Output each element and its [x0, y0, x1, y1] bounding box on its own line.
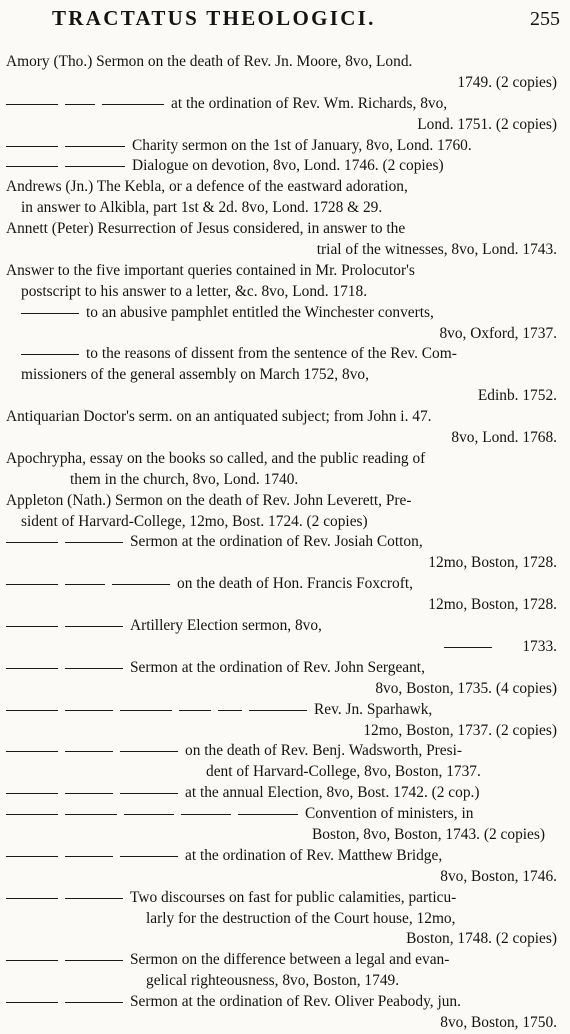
- entry-line: [6, 282, 559, 303]
- entry-text: 12mo, Boston, 1737. (2 copies): [363, 721, 557, 739]
- entry-line: [6, 365, 559, 386]
- catalog-entry: [6, 219, 559, 261]
- entry-line: [6, 261, 559, 282]
- entry-line: [6, 177, 559, 198]
- entry-line: [6, 574, 559, 595]
- entry-text: larly for the destruction of the Court house, 12mo,: [146, 909, 456, 927]
- catalog-entry: [6, 804, 559, 846]
- entry-line: [6, 679, 559, 700]
- ditto-rule: [65, 710, 113, 711]
- ditto-rule: [238, 814, 298, 815]
- ditto-rule: [102, 104, 164, 105]
- entry-line: [6, 741, 559, 762]
- entry-text: on the death of Hon. Francis Foxcroft,: [177, 575, 413, 593]
- catalog-entry: [6, 532, 559, 574]
- catalog-entry: [6, 616, 559, 658]
- entry-text: Apochrypha, essay on the books so called, and the public reading of: [6, 449, 426, 467]
- entry-line: [6, 324, 559, 345]
- catalog-entry: [6, 741, 559, 783]
- entry-text: Boston, 8vo, Boston, 1743. (2 copies): [312, 825, 545, 843]
- entry-text: 12mo, Boston, 1728.: [428, 596, 557, 614]
- ditto-rule: [6, 710, 58, 711]
- ditto-rule: [179, 710, 211, 711]
- entry-line: [6, 950, 559, 971]
- catalog-entry: [6, 658, 559, 700]
- entry-text: postscript to his answer to a letter, &c. 8vo, Lond. 1718.: [21, 282, 368, 300]
- catalog-entries: [6, 52, 559, 1034]
- ditto-rule: [249, 710, 307, 711]
- catalog-entry: [6, 574, 559, 616]
- ditto-rule: [6, 146, 58, 147]
- ditto-rule: [21, 354, 79, 355]
- ditto-rule: [65, 898, 123, 899]
- ditto-rule: [65, 960, 123, 961]
- entry-line: [6, 94, 559, 115]
- ditto-rule: [6, 1002, 58, 1003]
- entry-line: [6, 762, 559, 783]
- entry-text: Artillery Election sermon, 8vo,: [130, 617, 322, 635]
- ditto-rule: [65, 166, 125, 167]
- catalog-entry: [6, 156, 559, 177]
- page-header: [52, 6, 562, 36]
- catalog-entry: [6, 888, 559, 951]
- catalog-entry: [6, 491, 559, 533]
- entry-line: [6, 219, 559, 240]
- catalog-entry: [6, 177, 559, 219]
- ditto-rule: [65, 793, 113, 794]
- ditto-rule: [65, 668, 123, 669]
- entry-text: Charity sermon on the 1st of January, 8vo, Lond. 1760.: [132, 136, 472, 154]
- entry-text: Edinb. 1752.: [477, 387, 557, 405]
- catalog-entry: [6, 950, 559, 992]
- entry-text: at the ordination of Rev. Wm. Richards, 8vo,: [171, 94, 448, 112]
- entry-line: [6, 240, 559, 261]
- entry-text: missioners of the general assembly on March 1752, 8vo,: [21, 366, 369, 384]
- ditto-rule: [181, 814, 231, 815]
- entry-text: dent of Harvard-College, 8vo, Boston, 1737.: [206, 763, 481, 781]
- catalog-entry: [6, 344, 559, 407]
- entry-line: [6, 595, 559, 616]
- ditto-rule: [444, 647, 492, 648]
- entry-line: [6, 449, 559, 470]
- entry-line: [6, 783, 559, 804]
- catalog-entry: [6, 303, 559, 345]
- entry-text: Appleton (Nath.) Sermon on the death of Rev. John Leverett, Pre-: [6, 491, 412, 509]
- ditto-rule: [65, 1002, 123, 1003]
- entry-text: at the annual Election, 8vo, Bost. 1742. (2 cop.): [185, 784, 480, 802]
- ditto-rule: [218, 710, 242, 711]
- catalog-entry: [6, 261, 559, 303]
- entry-text: at the ordination of Rev. Matthew Bridge,: [185, 846, 443, 864]
- entry-line: [6, 344, 559, 365]
- entry-line: [6, 700, 559, 721]
- entry-line: [6, 470, 559, 491]
- ditto-rule: [6, 626, 58, 627]
- catalog-entry: [6, 52, 559, 94]
- entry-text: trial of the witnesses, 8vo, Lond. 1743.: [316, 241, 557, 259]
- ditto-rule: [112, 584, 170, 585]
- ditto-rule: [65, 751, 113, 752]
- entry-text: Dialogue on devotion, 8vo, Lond. 1746. (2 copies): [132, 157, 444, 175]
- ditto-rule: [120, 710, 172, 711]
- ditto-rule: [6, 584, 58, 585]
- entry-line: [6, 73, 559, 94]
- ditto-rule: [120, 793, 178, 794]
- entry-text: Antiquarian Doctor's serm. on an antiquated subject; from John i. 47.: [6, 408, 432, 426]
- entry-line: [6, 825, 559, 846]
- entry-line: [6, 198, 559, 219]
- entry-text: 8vo, Boston, 1735. (4 copies): [375, 679, 557, 697]
- entry-text: 8vo, Boston, 1750.: [440, 1013, 557, 1031]
- entry-line: [6, 867, 559, 888]
- entry-line: [6, 532, 559, 553]
- entry-line: [6, 721, 559, 742]
- entry-text: Two discourses on fast for public calamities, particu-: [130, 888, 457, 906]
- entry-text: gelical righteousness, 8vo, Boston, 1749.: [146, 972, 400, 990]
- catalog-entry: [6, 136, 559, 157]
- entry-text: to the reasons of dissent from the sentence of the Rev. Com-: [86, 345, 457, 363]
- entry-text: Sermon at the ordination of Rev. Oliver Peabody, jun.: [130, 993, 461, 1011]
- ditto-rule: [65, 626, 123, 627]
- ditto-rule: [124, 814, 174, 815]
- entry-text: sident of Harvard-College, 12mo, Bost. 1724. (2 copies): [21, 512, 368, 530]
- entry-line: [6, 637, 559, 658]
- catalog-entry: [6, 449, 559, 491]
- entry-line: [6, 136, 559, 157]
- entry-line: [6, 846, 559, 867]
- entry-text: Answer to the five important queries contained in Mr. Prolocutor's: [6, 261, 415, 279]
- entry-text: them in the church, 8vo, Lond. 1740.: [70, 470, 299, 488]
- ditto-rule: [120, 856, 178, 857]
- entry-text: 12mo, Boston, 1728.: [428, 554, 557, 572]
- entry-line: [6, 971, 559, 992]
- ditto-rule: [6, 104, 58, 105]
- catalog-entry: [6, 94, 559, 136]
- entry-text: Boston, 1748. (2 copies): [406, 930, 557, 948]
- running-title: TRACTATUS THEOLOGICI.: [52, 6, 376, 30]
- entry-text: Sermon on the difference between a legal and evan-: [130, 951, 450, 969]
- entry-text: 1733.: [522, 637, 557, 655]
- entry-text: on the death of Rev. Benj. Wadsworth, Presi-: [185, 742, 463, 760]
- entry-line: [6, 512, 559, 533]
- entry-line: [6, 804, 559, 825]
- ditto-rule: [6, 856, 58, 857]
- entry-line: [6, 1013, 559, 1034]
- entry-line: [6, 616, 559, 637]
- entry-line: [6, 156, 559, 177]
- catalog-entry: [6, 846, 559, 888]
- entry-line: [6, 428, 559, 449]
- entry-line: [6, 888, 559, 909]
- ditto-rule: [6, 668, 58, 669]
- ditto-rule: [21, 313, 79, 314]
- ditto-rule: [65, 146, 125, 147]
- entry-line: [6, 386, 559, 407]
- entry-line: [6, 909, 559, 930]
- page-number: 255: [530, 8, 560, 30]
- ditto-rule: [65, 856, 113, 857]
- entry-text: Rev. Jn. Sparhawk,: [314, 700, 433, 718]
- entry-line: [6, 407, 559, 428]
- ditto-rule: [65, 104, 95, 105]
- entry-text: Sermon at the ordination of Rev. Josiah Cotton,: [130, 533, 423, 551]
- entry-text: Andrews (Jn.) The Kebla, or a defence of the eastward adoration,: [6, 178, 408, 196]
- ditto-rule: [6, 166, 58, 167]
- entry-text: in answer to Alkibla, part 1st & 2d. 8vo, Lond. 1728 & 29.: [21, 199, 383, 217]
- ditto-rule: [6, 751, 58, 752]
- entry-text: Amory (Tho.) Sermon on the death of Rev. Jn. Moore, 8vo, Lond.: [6, 53, 413, 70]
- entry-text: 1749. (2 copies): [457, 73, 557, 91]
- ditto-rule: [6, 542, 58, 543]
- ditto-rule: [6, 960, 58, 961]
- entry-line: [6, 303, 559, 324]
- ditto-rule: [65, 584, 105, 585]
- entry-text: Sermon at the ordination of Rev. John Sergeant,: [130, 658, 425, 676]
- entry-line: [6, 115, 559, 136]
- ditto-rule: [65, 814, 117, 815]
- entry-line: [6, 553, 559, 574]
- entry-text: Lond. 1751. (2 copies): [417, 115, 557, 133]
- ditto-rule: [65, 542, 123, 543]
- catalog-entry: [6, 992, 559, 1034]
- ditto-rule: [6, 898, 58, 899]
- entry-text: to an abusive pamphlet entitled the Winchester converts,: [86, 303, 434, 321]
- catalog-entry: [6, 783, 559, 804]
- entry-line: [6, 992, 559, 1013]
- entry-text: Annett (Peter) Resurrection of Jesus considered, in answer to the: [6, 220, 406, 238]
- catalog-entry: [6, 700, 559, 742]
- ditto-rule: [120, 751, 178, 752]
- entry-line: [6, 929, 559, 950]
- entry-line: [6, 52, 559, 73]
- catalog-entry: [6, 407, 559, 449]
- entry-line: [6, 658, 559, 679]
- entry-text: 8vo, Lond. 1768.: [451, 429, 557, 447]
- entry-text: 8vo, Oxford, 1737.: [439, 324, 557, 342]
- ditto-rule: [6, 793, 58, 794]
- ditto-rule: [6, 814, 58, 815]
- entry-text: 8vo, Boston, 1746.: [440, 867, 557, 885]
- entry-line: [6, 491, 559, 512]
- entry-text: Convention of ministers, in: [305, 805, 474, 823]
